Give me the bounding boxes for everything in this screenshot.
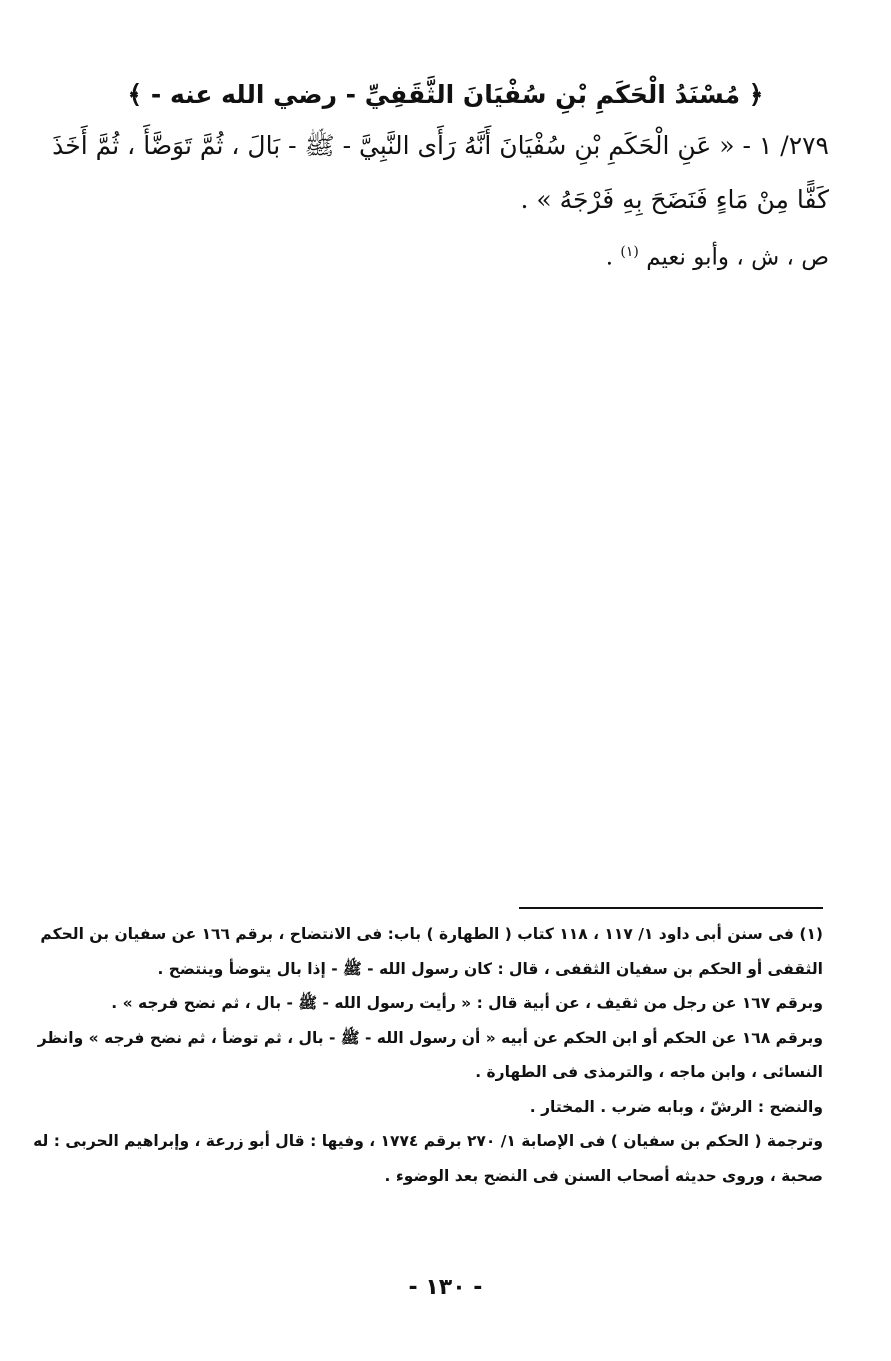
- page-number: - ١٣٠ -: [408, 1275, 483, 1300]
- footnote-line: وبرقم ١٦٧ عن رجل من ثقيف ، عن أبية قال : « رأيت رسول الله - ﷺ - بال ، ثم نضح فرجه » .: [111, 994, 823, 1012]
- musnad-heading: ﴿ مُسْنَدُ الْحَكَمِ بْنِ سُفْيَانَ الثَّقَفِيِّ - رضي الله عنه - ﴾: [127, 80, 764, 109]
- footnote-line: (١) فى سنن أبى داود ١/ ١١٧ ، ١١٨ كتاب ( الطهارة ) باب: فى الانتضاح ، برقم ١٦٦ عن سفيان بن الحكم: [40, 925, 823, 943]
- footnote-line: وبرقم ١٦٨ عن الحكم أو ابن الحكم عن أبيه « أن رسول الله - ﷺ - بال ، ثم توضأ ، ثم نضح فرجه » وانظر: [37, 1028, 823, 1047]
- sources-period: .: [605, 244, 621, 271]
- hadith-sources: [58, 233, 829, 277]
- footnotes: [33, 917, 823, 1193]
- footnote-line: وترجمة ( الحكم بن سفيان ) فى الإصابة ١/ ٢٧٠ برقم ١٧٧٤ ، وفيها : قال أبو زرعة ، وإبراهيم الحربى : له: [33, 1132, 823, 1150]
- footnote-reference: (١): [620, 244, 639, 260]
- footnote-line: النسائى ، وابن ماجه ، والترمذى فى الطهارة .: [475, 1063, 823, 1081]
- hadith-text-line-2: كَفًّا مِنْ مَاءٍ فَنَضَحَ بِهِ فَرْجَهُ » .: [520, 185, 829, 214]
- footnote-line: صحبة ، وروى حديثه أصحاب السنن فى النضح بعد الوضوء .: [384, 1166, 823, 1185]
- footnote-line: الثقفى أو الحكم بن سفيان الثقفى ، قال : كان رسول الله - ﷺ - إذا بال يتوضأ وينتضح .: [157, 959, 823, 978]
- sources-text: ص ، ش ، وأبو نعيم: [646, 244, 829, 271]
- footnote-line: والنضح : الرشّ ، وبابه ضرب . المختار .: [529, 1097, 823, 1116]
- footnote-divider: [519, 907, 823, 909]
- hadith-text-line-1: ٢٧٩/ ١ - « عَنِ الْحَكَمِ بْنِ سُفْيَانَ أَنَّهُ رَأَى النَّبِيَّ - ﷺ - بَالَ ، ثُمَّ تَوَضَّأَ ، ثُمَّ أَخَذَ: [52, 131, 829, 160]
